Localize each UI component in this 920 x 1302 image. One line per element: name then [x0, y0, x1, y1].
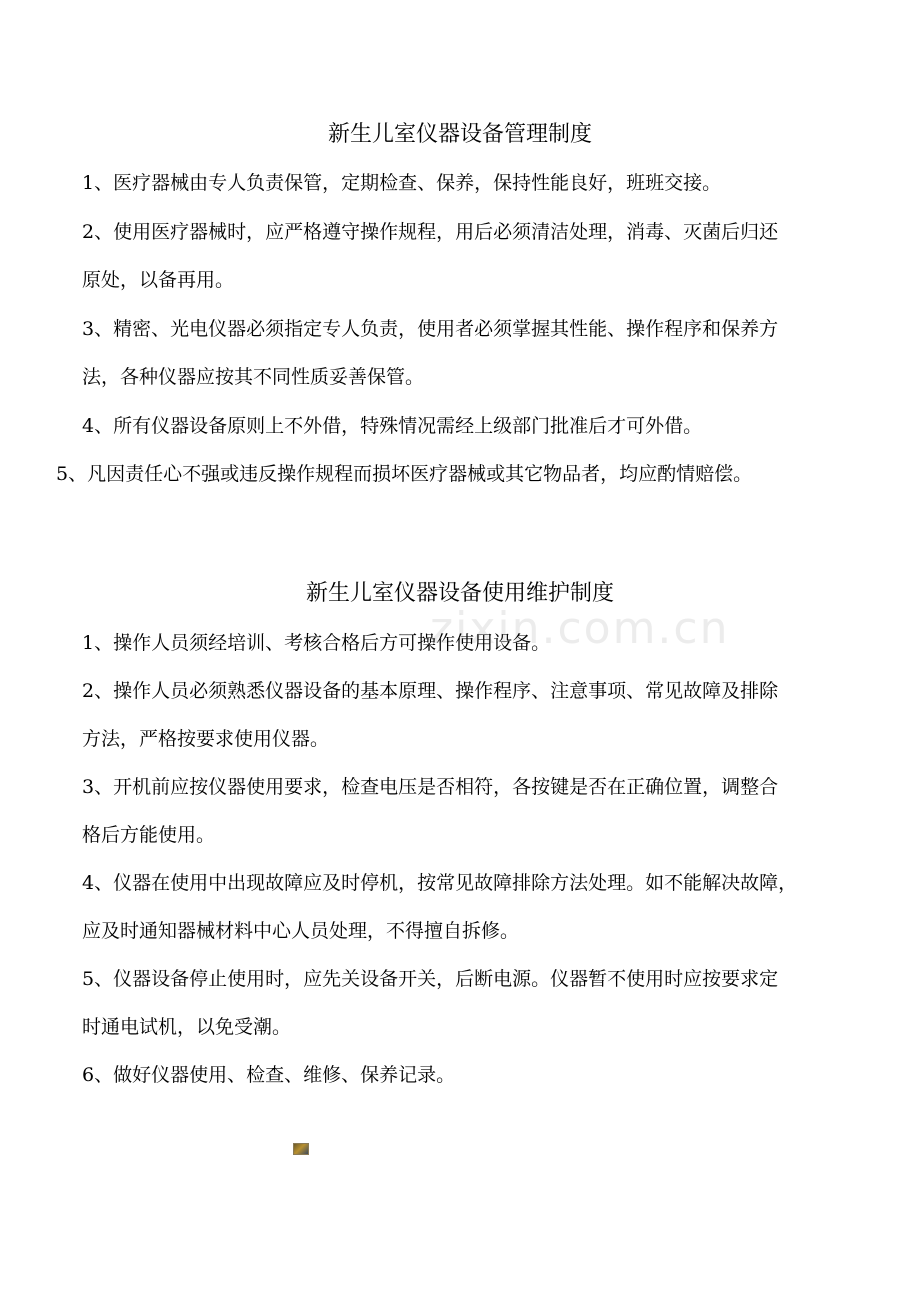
- section2-line-8: 5、仪器设备停止使用时，应先关设备开关，后断电源。仪器暂不使用时应按要求定: [82, 968, 779, 990]
- section2-line-7: 应及时通知器械材料中心人员处理，不得擅自拆修。: [82, 920, 520, 942]
- section1-title: 新生儿室仪器设备管理制度: [327, 122, 592, 147]
- section1-line-6: 4、所有仪器设备原则上不外借，特殊情况需经上级部门批准后才可外借。: [82, 415, 703, 437]
- section2-line-5: 格后方能使用。: [82, 824, 216, 846]
- section2-title: 新生儿室仪器设备使用维护制度: [305, 581, 614, 606]
- section1-line-1: 1、医疗器械由专人负责保管，定期检查、保养，保持性能良好，班班交接。: [82, 172, 722, 194]
- watermark: zixin.com.cn: [430, 603, 730, 654]
- section2-line-2: 2、操作人员必须熟悉仪器设备的基本原理、操作程序、注意事项、常见故障及排除: [82, 680, 779, 702]
- section1-line-2: 2、使用医疗器械时，应严格遵守操作规程，用后必须清洁处理，消毒、灭菌后归还: [82, 221, 779, 243]
- section2-line-10: 6、做好仪器使用、检查、维修、保养记录。: [82, 1064, 456, 1086]
- section2-line-9: 时通电试机，以免受潮。: [82, 1016, 292, 1038]
- section1-line-4: 3、精密、光电仪器必须指定专人负责，使用者必须掌握其性能、操作程序和保养方: [82, 318, 779, 340]
- section2-line-6: 4、仪器在使用中出现故障应及时停机，按常见故障排除方法处理。如不能解决故障，: [82, 872, 798, 894]
- section1-line-3: 原处，以备再用。: [82, 269, 235, 291]
- section2-line-3: 方法，严格按要求使用仪器。: [82, 728, 330, 750]
- small-image-thumbnail: [293, 1143, 309, 1155]
- section2-line-4: 3、开机前应按仪器使用要求，检查电压是否相符，各按键是否在正确位置，调整合: [82, 776, 779, 798]
- section1-line-7: 5、凡因责任心不强或违反操作规程而损坏医疗器械或其它物品者，均应酌情赔偿。: [56, 463, 753, 485]
- section2-line-1: 1、操作人员须经培训、考核合格后方可操作使用设备。: [82, 632, 551, 654]
- section1-line-5: 法，各种仪器应按其不同性质妥善保管。: [82, 366, 425, 388]
